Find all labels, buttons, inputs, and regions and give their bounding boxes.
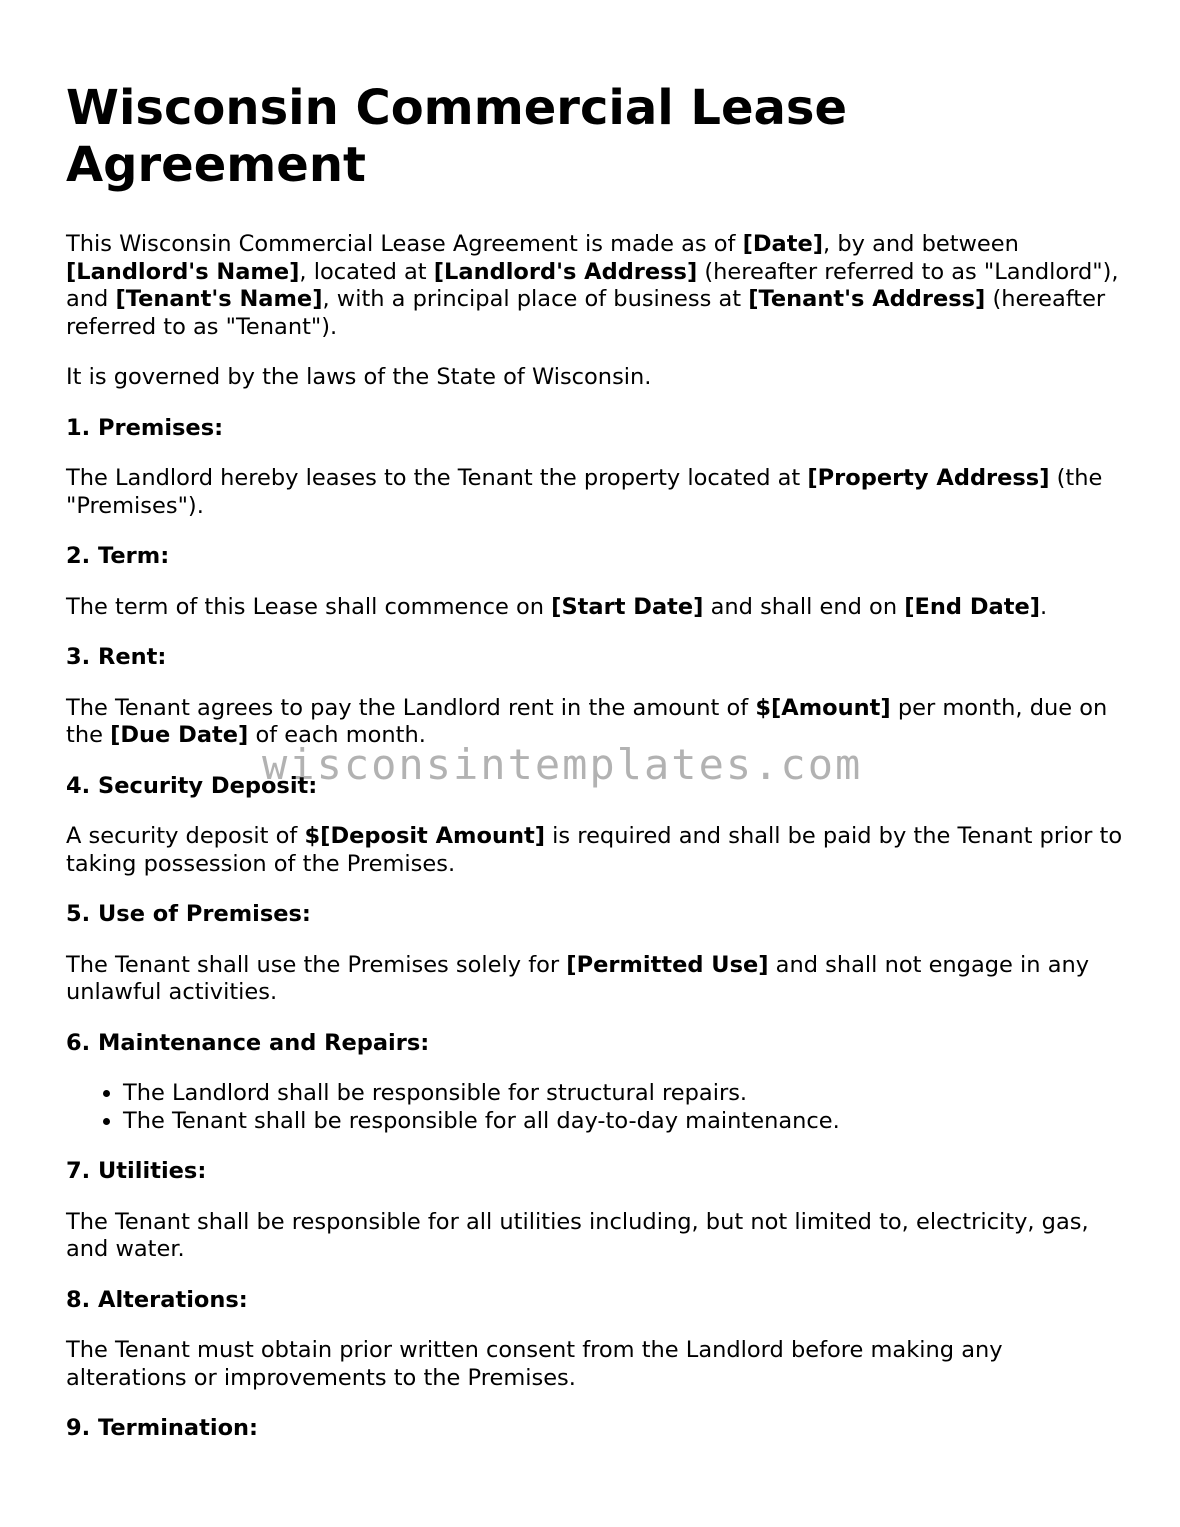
term-paragraph	[66, 594, 1126, 622]
section-heading-termination: 9. Termination:	[66, 1415, 259, 1441]
amount-placeholder: $[Amount]	[755, 694, 891, 721]
premises-paragraph	[66, 465, 1126, 520]
deposit-amount-placeholder: $[Deposit Amount]	[304, 823, 546, 849]
permitted-use-placeholder: [Permitted Use]	[566, 951, 769, 978]
watermark-text: wisconsintemplates.com	[262, 740, 863, 789]
premises-text: The Landlord hereby leases to the Tenant the property located at	[66, 465, 808, 491]
deposit-text: A security deposit of	[66, 823, 305, 849]
section-heading-security-deposit: 4. Security Deposit:	[66, 772, 318, 799]
landlord-address-placeholder: [Landlord's Address]	[433, 258, 698, 285]
tenant-address-placeholder: [Tenant's Address]	[748, 286, 986, 312]
section-heading-rent: 3. Rent:	[66, 644, 167, 670]
due-date-placeholder: [Due Date]	[110, 722, 249, 748]
intro-text: This Wisconsin Commercial Lease Agreement is made as of	[66, 231, 743, 257]
section-heading-maintenance: 6. Maintenance and Repairs:	[66, 1029, 430, 1056]
intro-paragraph	[66, 231, 1126, 341]
start-date-placeholder: [Start Date]	[551, 593, 704, 620]
intro-text: , with a principal place of business at	[322, 286, 749, 312]
security-deposit-paragraph	[66, 823, 1126, 878]
maintenance-list	[66, 1080, 1126, 1135]
premises-text: (the "Premises").	[66, 465, 1103, 519]
term-text: and shall end on	[703, 593, 905, 620]
use-text: and shall not engage in any unlawful activities.	[66, 951, 1090, 1005]
section-heading-premises: 1. Premises:	[66, 414, 224, 441]
rent-paragraph	[66, 695, 1126, 750]
rent-text: The Tenant agrees to pay the Landlord rent in the amount of	[66, 694, 756, 721]
section-heading-alterations: 8. Alterations:	[66, 1286, 248, 1313]
deposit-text: is required and shall be paid by the Tenant prior to taking possession of the Premises.	[66, 823, 1123, 877]
governing-law-paragraph: It is governed by the laws of the State of Wisconsin.	[66, 364, 652, 390]
term-text: .	[1040, 593, 1048, 620]
rent-text: of each month.	[248, 722, 426, 748]
tenant-name-placeholder: [Tenant's Name]	[115, 286, 323, 312]
date-placeholder: [Date]	[742, 231, 824, 257]
alterations-paragraph: The Tenant must obtain prior written consent from the Landlord before making any alterations or improvements to the Premises.	[66, 1337, 1003, 1391]
property-address-placeholder: [Property Address]	[807, 465, 1050, 491]
rent-text: per month, due on the	[66, 694, 1108, 748]
intro-text: (hereafter referred to as "Landlord"), and	[66, 258, 1119, 312]
section-heading-utilities: 7. Utilities:	[66, 1158, 207, 1184]
landlord-name-placeholder: [Landlord's Name]	[66, 258, 300, 285]
intro-text: (hereafter referred to as "Tenant").	[66, 286, 1106, 340]
intro-text: , by and between	[823, 231, 1019, 257]
end-date-placeholder: [End Date]	[904, 593, 1041, 620]
utilities-paragraph: The Tenant shall be responsible for all utilities including, but not limited to, electricity, gas, and water.	[66, 1208, 1089, 1262]
term-text: The term of this Lease shall commence on	[66, 593, 552, 620]
use-of-premises-paragraph	[66, 952, 1126, 1007]
section-heading-term: 2. Term:	[66, 543, 170, 569]
list-item: • The Landlord shall be responsible for structural repairs.	[123, 1080, 1126, 1108]
document-page	[66, 80, 1126, 1443]
intro-text: , located at	[299, 258, 434, 285]
list-item: • The Tenant shall be responsible for all day-to-day maintenance.	[123, 1108, 1126, 1136]
use-text: The Tenant shall use the Premises solely for	[66, 951, 567, 978]
document-title: Wisconsin Commercial Lease Agreement	[66, 80, 848, 193]
section-heading-use-of-premises: 5. Use of Premises:	[66, 901, 311, 927]
